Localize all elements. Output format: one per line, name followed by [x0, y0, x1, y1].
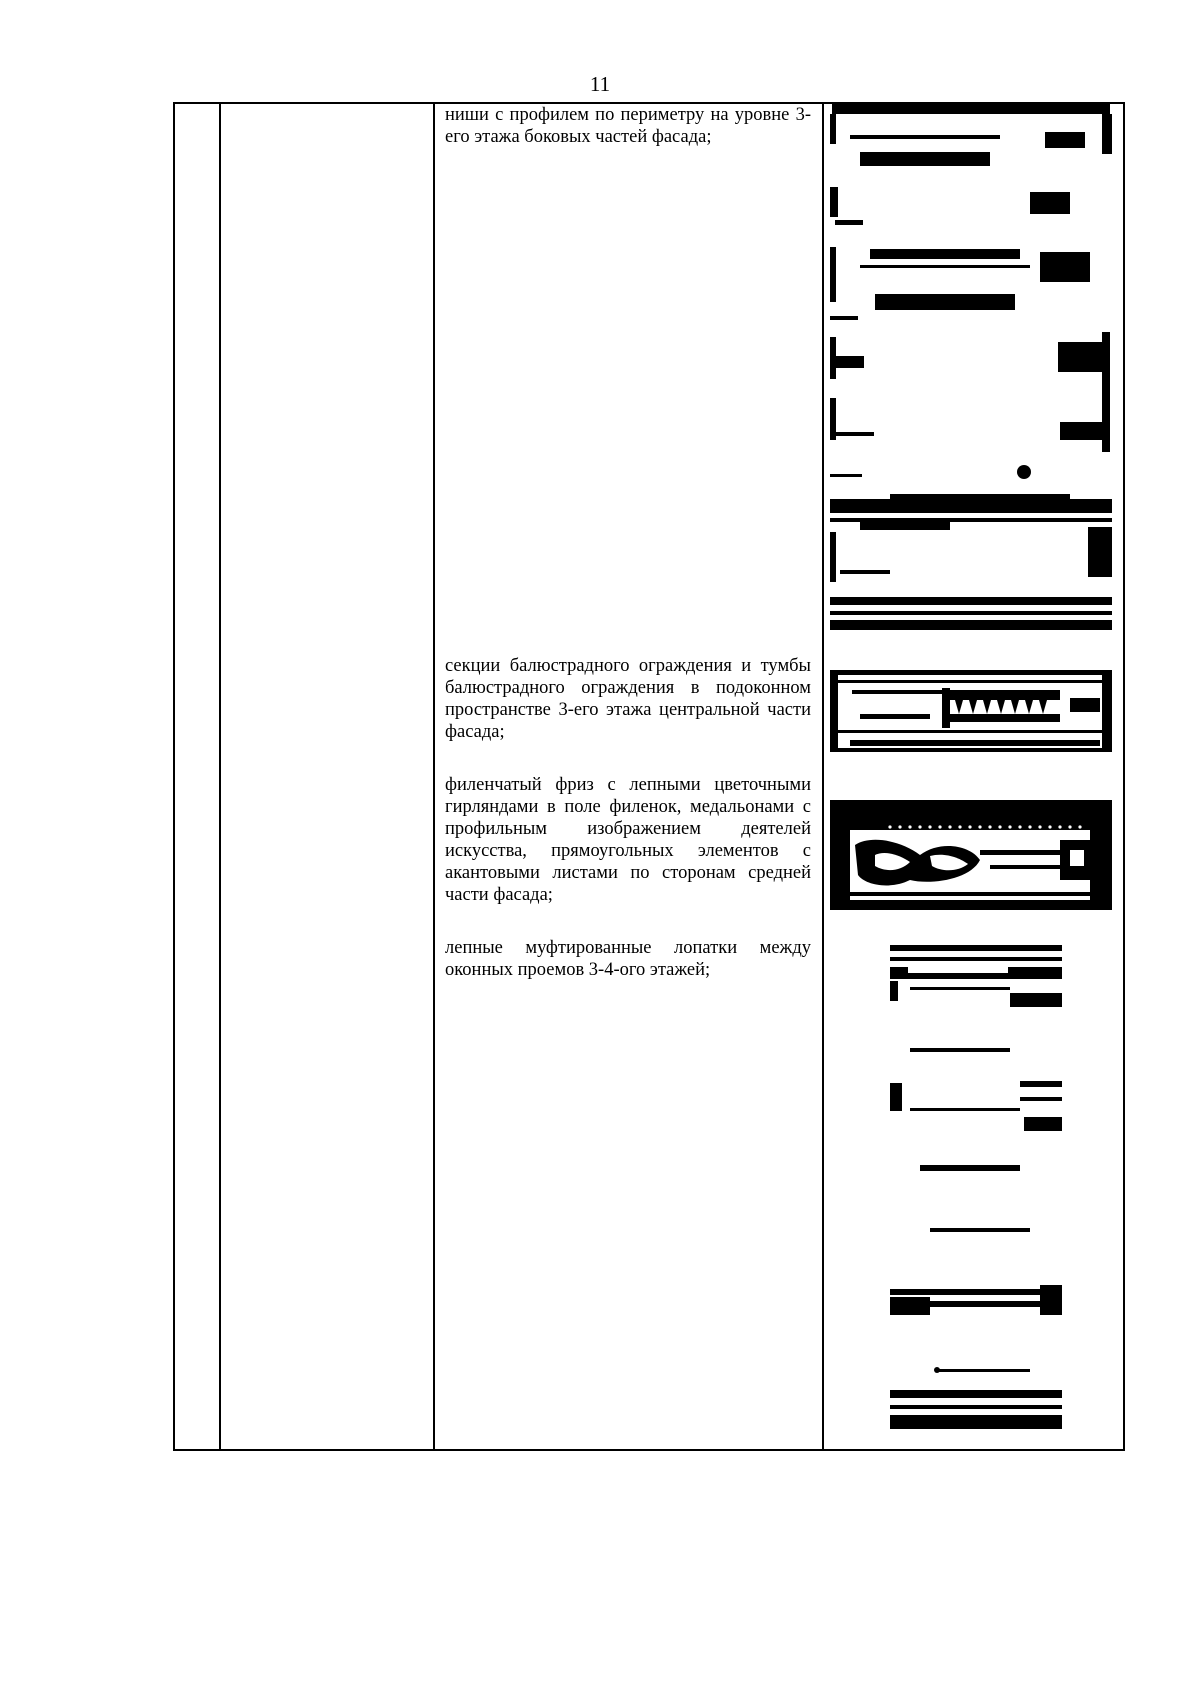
frieze-photo [830, 800, 1112, 910]
page-number: 11 [589, 72, 611, 96]
column-divider-2 [433, 104, 435, 1449]
description-balustrade: секции балюстрадного ограждения и тумбы балюстрадного ограждения в подоконном пространстве 3-его этажа центральной части фасада; [445, 656, 811, 742]
balustrade-photo [830, 668, 1112, 754]
description-frieze: филенчатый фриз с лепными цветочными гирляндами в поле филенок, медальонами с профильным изображением деятелей искусства, прямоугольных элементов с акантовыми листами по сторонам средней части фасада; [445, 775, 811, 905]
column-divider-1 [219, 104, 221, 1449]
column-divider-3 [822, 104, 824, 1449]
pilasters-photo [890, 945, 1062, 1435]
description-niches: ниши с профилем по периметру на уровне 3-его этажа боковых частей фасада; [445, 105, 811, 147]
description-pilasters: лепные муфтированные лопатки между оконных проемов 3-4-ого этажей; [445, 938, 811, 980]
facade-niches-photo [830, 102, 1112, 633]
